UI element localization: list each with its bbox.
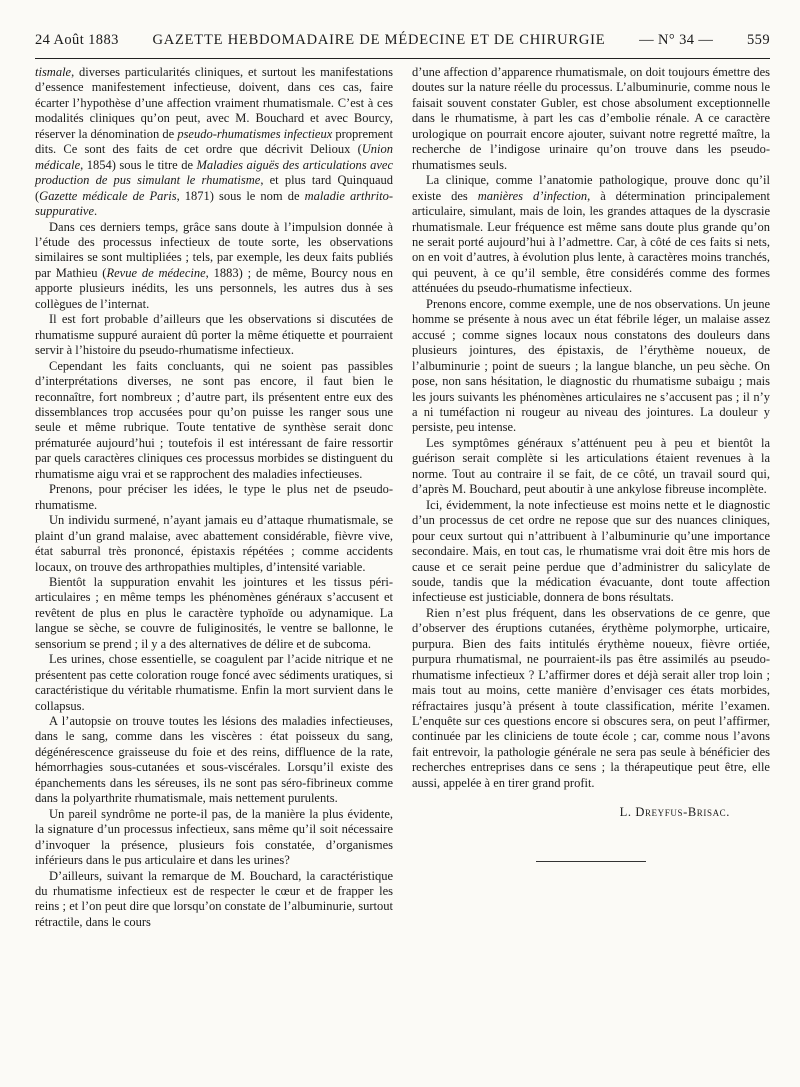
left-column bbox=[35, 65, 393, 930]
text-run: proprement dits. Ce sont des faits de cet ordre que décrivit Delioux ( bbox=[35, 126, 394, 157]
text-columns bbox=[35, 65, 770, 930]
text-run: Bientôt la suppuration envahit les jointures et les tissus péri-articulaires ; en même temps les phénomènes généraux s’accusent et revêtent de plus en plus le caractère typhoïde ou adynamique. La langue se sèche, se couvre de fuliginosités, le ventre se ballonne, le sensorium se prend ; il y a des alternatives de délire et de subcoma. bbox=[35, 574, 393, 651]
text-run: A l’autopsie on trouve toutes les lésions des maladies infectieuses, dans le sang, comme dans les viscères : état poisseux du sang, dégénérescence graisseuse du foie et des reins, diffluence de la rate, hémorrhagies sous-cutanées et sous-viscérales. Lorsqu’il existe des épanchements dans les séreuses, ils ne sont pas séro-fibrineux comme dans la polyarthrite rhumatismale, mais nettement purulents. bbox=[35, 714, 393, 806]
paragraph bbox=[35, 482, 393, 513]
text-run: Un pareil syndrôme ne porte-il pas, de la manière la plus évidente, la signature d’un processus infectieux, sans même qu’il soit nécessaire d’invoquer la présence, plusieurs fois constatée, d’organismes inférieurs dans le pus articulaire et dans les urines? bbox=[35, 806, 393, 868]
text-run: Les symptômes généraux s’atténuent peu à peu et bientôt la guérison serait complète si les articulations étaient revenues à la norme. Tout au contraire il se fait, de ce côté, un travail sourd qui, d’après M. Bouchard, peut aboutir à une ankylose fibreuse incomplète. bbox=[412, 435, 770, 497]
text-run: , à détermination principalement articulaire, simulant, mais de loin, les grandes attaques de la dyscrasie rhumatismale. Leur fréquence est même sans doute plus grande qu’on ne serait porté aujourd’hui à l’admettre. Car, à côté de ces faits si nets, on en voit d’autres, à évolution plus lente, à caractères moins tranchés, qui peuvent, à ce qu’il semble, être considérés comme des formes atténuées du pseudo-rhumatisme infectieux. bbox=[412, 188, 770, 296]
italic-text: pseudo-rhumatismes infectieux bbox=[177, 126, 333, 141]
right-column bbox=[412, 65, 770, 930]
header-date: 24 Août 1883 bbox=[35, 32, 119, 48]
paragraph bbox=[35, 220, 393, 313]
text-run: , 1883) ; de même, Bourcy nous en apporte plusieurs inédits, les uns personnels, les autres dus à ses collègues de l’internat. bbox=[35, 265, 393, 311]
text-run: , diverses particularités cliniques, et surtout les manifestations d’essence manifestement infectieuse, doivent, dans ces cas, faire écarter l’hypothèse d’une affection vraiment rhumatismale. C’est à ces modalités cliniques qu’on peut, avec M. Bouchard et avec Bourcy, réserver la dénomination de bbox=[35, 65, 393, 141]
paragraph bbox=[35, 513, 393, 575]
issue-number: — N° 34 — bbox=[639, 32, 714, 48]
paragraph bbox=[35, 714, 393, 807]
italic-text: manières d’infection bbox=[477, 188, 588, 203]
running-header bbox=[35, 32, 770, 54]
text-run: Prenons encore, comme exemple, une de nos observations. Un jeune homme se présente à nous avec un état fébrile léger, un malaise assez accusé ; comme signes locaux nous constatons des douleurs dans plusieurs jointures, des épistaxis, de l’érythème noueux, de l’albuminurie ; point de sueurs ; la langue blanche, un peu sèche. On pose, non sans hésitation, le diagnostic du rhumatisme subaigu ; mais les jours suivants les phénomènes articulaires ne s’accusent pas ; il n’y a ni tuméfaction ni rougeur au niveau des jointures. La douleur y persiste, peu intense. bbox=[412, 296, 770, 435]
journal-title: GAZETTE HEBDOMADAIRE DE MÉDECINE ET DE CHIRURGIE bbox=[152, 32, 606, 48]
right-column-text bbox=[412, 65, 770, 791]
paragraph bbox=[35, 359, 393, 483]
text-run: Il est fort probable d’ailleurs que les observations si discutées de rhumatisme suppuré auraient dû porter la même étiquette et pourraient servir à l’histoire du pseudo-rhumatisme infectieux. bbox=[35, 312, 393, 358]
text-run: Cependant les faits concluants, qui ne soient pas passibles d’interprétations diverses, ne sont pas encore, il faut bien le reconnaître, fort nombreux ; d’autre part, ils présentent entre eux des dissemblances trop accusées pour qu’on puisse les ranger sous une seule et même rubrique. Toute tentative de synthèse serait donc prématurée aujourd’hui ; toutefois il est intéressant de faire ressortir par quels caractères cliniques ces processus morbides se distinguent du rhumatisme aigu vrai et se rapprochent des maladies infectieuses. bbox=[35, 358, 393, 481]
italic-text: Union médicale bbox=[35, 142, 393, 172]
text-run: d’une affection d’apparence rhumatismale, on doit toujours émettre des doutes sur la nature réelle du processus. L’albuminurie, comme nous le faisait souvent constater Gubler, est chose absolument exceptionnelle dans le rhumatisme, à part les cas d’embolie rénale. A ce caractère urologique on pourrait encore ajouter, suivant notre regretté maître, la recherche de l’indigose urinaire qu’on trouve dans les pseudo-rhumatismes seuls. bbox=[412, 65, 770, 172]
text-run: , 1854) sous le titre de bbox=[80, 157, 197, 172]
text-run: D’ailleurs, suivant la remarque de M. Bouchard, la caractéristique du rhumatisme infectieux est de respecter le cœur et de frapper les reins ; et l’on peut dire que lorsqu’on constate de l’albuminurie, surtout rétractile, dans le cours bbox=[35, 868, 393, 929]
header-rule bbox=[35, 58, 770, 59]
paragraph bbox=[412, 498, 770, 606]
text-run: Un individu surmené, n’ayant jamais eu d’attaque rhumatismale, se plaint d’un grand malaise, avec abattement considérable, fièvre vive, état saburral très prononcé, épistaxis répétées ; comme accidents locaux, on trouve des arthropathies multiples, d’intensité variable. bbox=[35, 513, 393, 574]
text-run: Dans ces derniers temps, grâce sans doute à l’impulsion donnée à l’étude des processus infectieux de toute sorte, les observations similaires se sont multipliées ; tels, par exemple, les deux faits publiés par Mathieu ( bbox=[35, 219, 393, 280]
text-run: Rien n’est plus fréquent, dans les observations de ce genre, que d’observer des éruptions cutanées, érythème polymorphe, urticaire, purpura. Bien des faits intitulés érythème noueux, fièvre ortiée, purpura rhumatismal, ne pourraient-ils pas être assimilés au pseudo-rhumatisme infectieux ? L’affirmer dores et déjà serait aller trop loin ; mais tout au moins, cette manière d’envisager ces états morbides, réfractaires jusqu’à présent à toute classification, mérite l’examen. L’enquête sur ces questions encore si obscures sera, on peut l’affirmer, continuée par les cliniciens de toute école ; car, comme nous l’avons fait entrevoir, la pathologie générale ne sera pas seule à bénéficier des recherches entreprises dans ce sens ; la thérapeutique peut être, elle aussi, appelée à en tirer grand profit. bbox=[412, 605, 770, 790]
paragraph bbox=[412, 173, 770, 297]
paragraph bbox=[35, 575, 393, 652]
text-run: Prenons, pour préciser les idées, le type le plus net de pseudo-rhumatisme. bbox=[35, 482, 393, 512]
paragraph bbox=[412, 65, 770, 173]
page-number: 559 bbox=[747, 32, 770, 48]
paragraph bbox=[35, 652, 393, 714]
italic-text: maladie arthrito-suppurative bbox=[35, 188, 393, 219]
paragraph bbox=[412, 606, 770, 791]
italic-text: Maladies aiguës des articulations avec production de pus simulant le rhumatisme bbox=[35, 157, 393, 188]
italic-text: Revue de médecine bbox=[106, 265, 206, 280]
text-run: . bbox=[94, 204, 98, 219]
paragraph bbox=[35, 807, 393, 869]
text-run: , et plus tard Quinquaud ( bbox=[35, 173, 393, 203]
end-rule bbox=[536, 861, 646, 862]
paragraph bbox=[35, 65, 393, 220]
paragraph bbox=[35, 312, 393, 358]
text-run: , 1871) sous le nom de bbox=[176, 188, 305, 203]
italic-text: tismale bbox=[35, 65, 72, 79]
paragraph bbox=[412, 436, 770, 498]
italic-text: Gazette médicale de Paris bbox=[39, 188, 177, 203]
author-signature: L. Dreyfus-Brisac. bbox=[619, 805, 730, 820]
text-run: La clinique, comme l’anatomie pathologique, prouve donc qu’il existe des bbox=[412, 173, 770, 203]
text-run: Les urines, chose essentielle, se coagulent par l’acide nitrique et ne présentent pas cette coloration rouge foncé avec sédiments uratiques, si caractéristique du véritable rhumatisme. Enfin la mort survient dans le collapsus. bbox=[35, 652, 393, 713]
text-run: Ici, évidemment, la note infectieuse est moins nette et le diagnostic d’un processus de cet ordre ne repose que sur des nuances cliniques, pour ceux surtout qui n’attribuent à l’albuminurie qu’une importance secondaire. Mais, en tout cas, le rhumatisme vrai doit être mis hors de cause et ce serait peine perdue que d’administrer du salicylate de soude, tandis que la médication évacuante, dont toute affection infectieuse est justiciable, donnera de bons résultats. bbox=[412, 497, 770, 605]
paragraph bbox=[35, 869, 393, 931]
paragraph bbox=[412, 297, 770, 436]
